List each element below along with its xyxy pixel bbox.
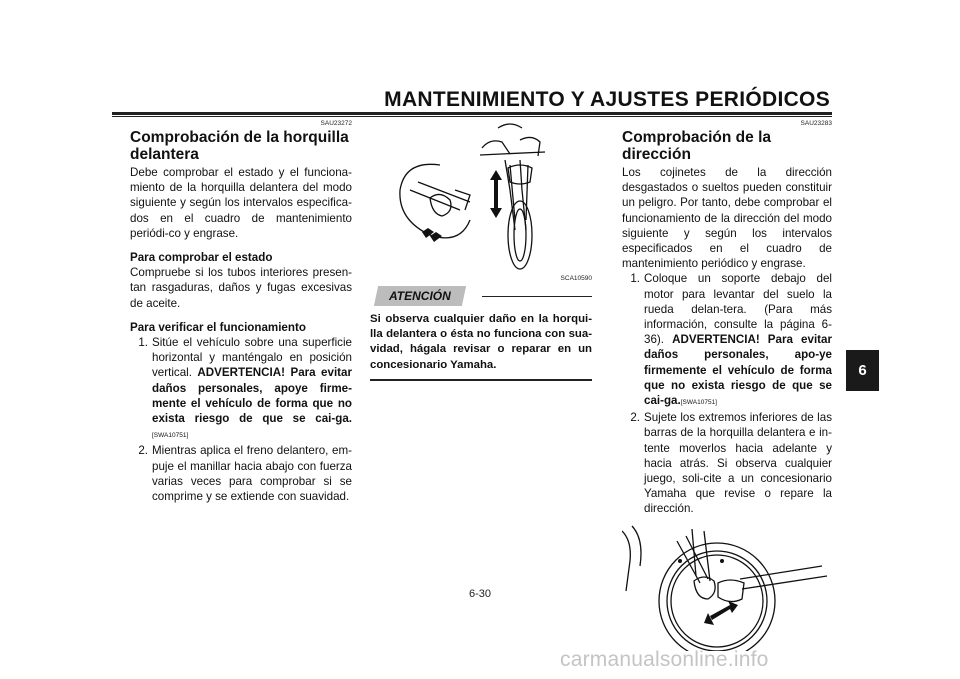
section-code: SAU23283 [800,120,832,127]
step-number: 1. [138,336,148,350]
page-number: 6-30 [468,588,492,600]
condition-text: Compruebe si los tubos interiores presen-tan rasgaduras, daños y fugas excesivas de aceite. [130,266,352,310]
warning-text: ADVERTENCIA! Para evitar daños personales, apo-ye firmemente el vehículo de forma que no exista riesgo de que se cai-ga. [644,333,832,408]
step-text: Sujete los extremos inferiores de las barras de la horquilla delantera e in-tente moverlos hacia adelante y hacia atrás. Si observa cualquier juego, soli-cite a un concesionario Yamaha que revise o repare la dirección. [644,411,832,516]
chapter-tab[interactable]: 6 [846,350,879,391]
caution-end-rule [370,379,592,381]
middle-column [370,120,592,381]
caution-badge: ATENCIÓN [374,286,466,306]
header-rule [112,112,832,115]
warning-code: [SWA10751] [680,399,717,407]
caution-text: Si observa cualquier daño en la horqui-lla delantera o ésta no funciona con sua-vidad, hágala revisar o reparar en un concesionario Yamaha. [370,313,592,371]
list-item [130,443,352,504]
list-item [622,410,832,516]
section-title-fork: Comprobación de la horquilla delantera [130,129,349,163]
fork-intro: Debe comprobar el estado y el funciona-miento de la horquilla delantera del modo siguiente y según los intervalos especifica-dos en el cuadro de mantenimiento periódi-co y engrase. [130,166,352,240]
left-column [130,120,352,504]
header-rule-thin [112,116,832,117]
steering-intro: Los cojinetes de la dirección desgastados o sueltos pueden constituir un peligro. Por tanto, debe comprobar el funcionamiento de la dirección del modo siguiente y según los intervalos especificados en el cuadro de mantenimiento periódico y engrase. [622,166,832,271]
subheading-condition: Para comprobar el estado [130,251,273,265]
steering-illustration [622,521,832,651]
caution-header [370,286,592,306]
step-number: 1. [630,272,640,286]
section-code: SAU23272 [320,120,352,127]
section-title-steering: Comprobación de la dirección [622,129,771,163]
step-text: Mientras aplica el freno delantero, em-puje el manillar hacia abajo con fuerza varias veces para comprobar si se comprime y se extiende con suavidad. [152,444,352,504]
fork-illustration [370,120,592,270]
page-header-title: MANTENIMIENTO Y AJUSTES PERIÓDICOS [384,88,830,111]
caution-code: SCA10590 [560,275,592,282]
list-item [130,335,352,443]
watermark[interactable]: carmanualsonline.info [560,648,769,671]
subheading-operation: Para verificar el funcionamiento [130,320,306,334]
warning-code: [SWA10751] [152,432,189,440]
step-number: 2. [630,411,640,425]
step-text: Coloque un soporte debajo del motor para levantar del suelo la rueda delan-tera. (Para más información, consulte la página 6-36). [644,272,832,347]
step-number: 2. [138,444,148,458]
list-item [622,271,832,410]
warning-text: ADVERTENCIA! Para evitar daños personales, apoye firme-mente el vehículo de forma que no exista riesgo de que se cai-ga. [152,366,352,426]
step-text: Sitúe el vehículo sobre una superficie horizontal y manténgalo en posición vertical. [152,336,352,380]
right-column [622,120,832,656]
caution-rule [482,296,592,297]
